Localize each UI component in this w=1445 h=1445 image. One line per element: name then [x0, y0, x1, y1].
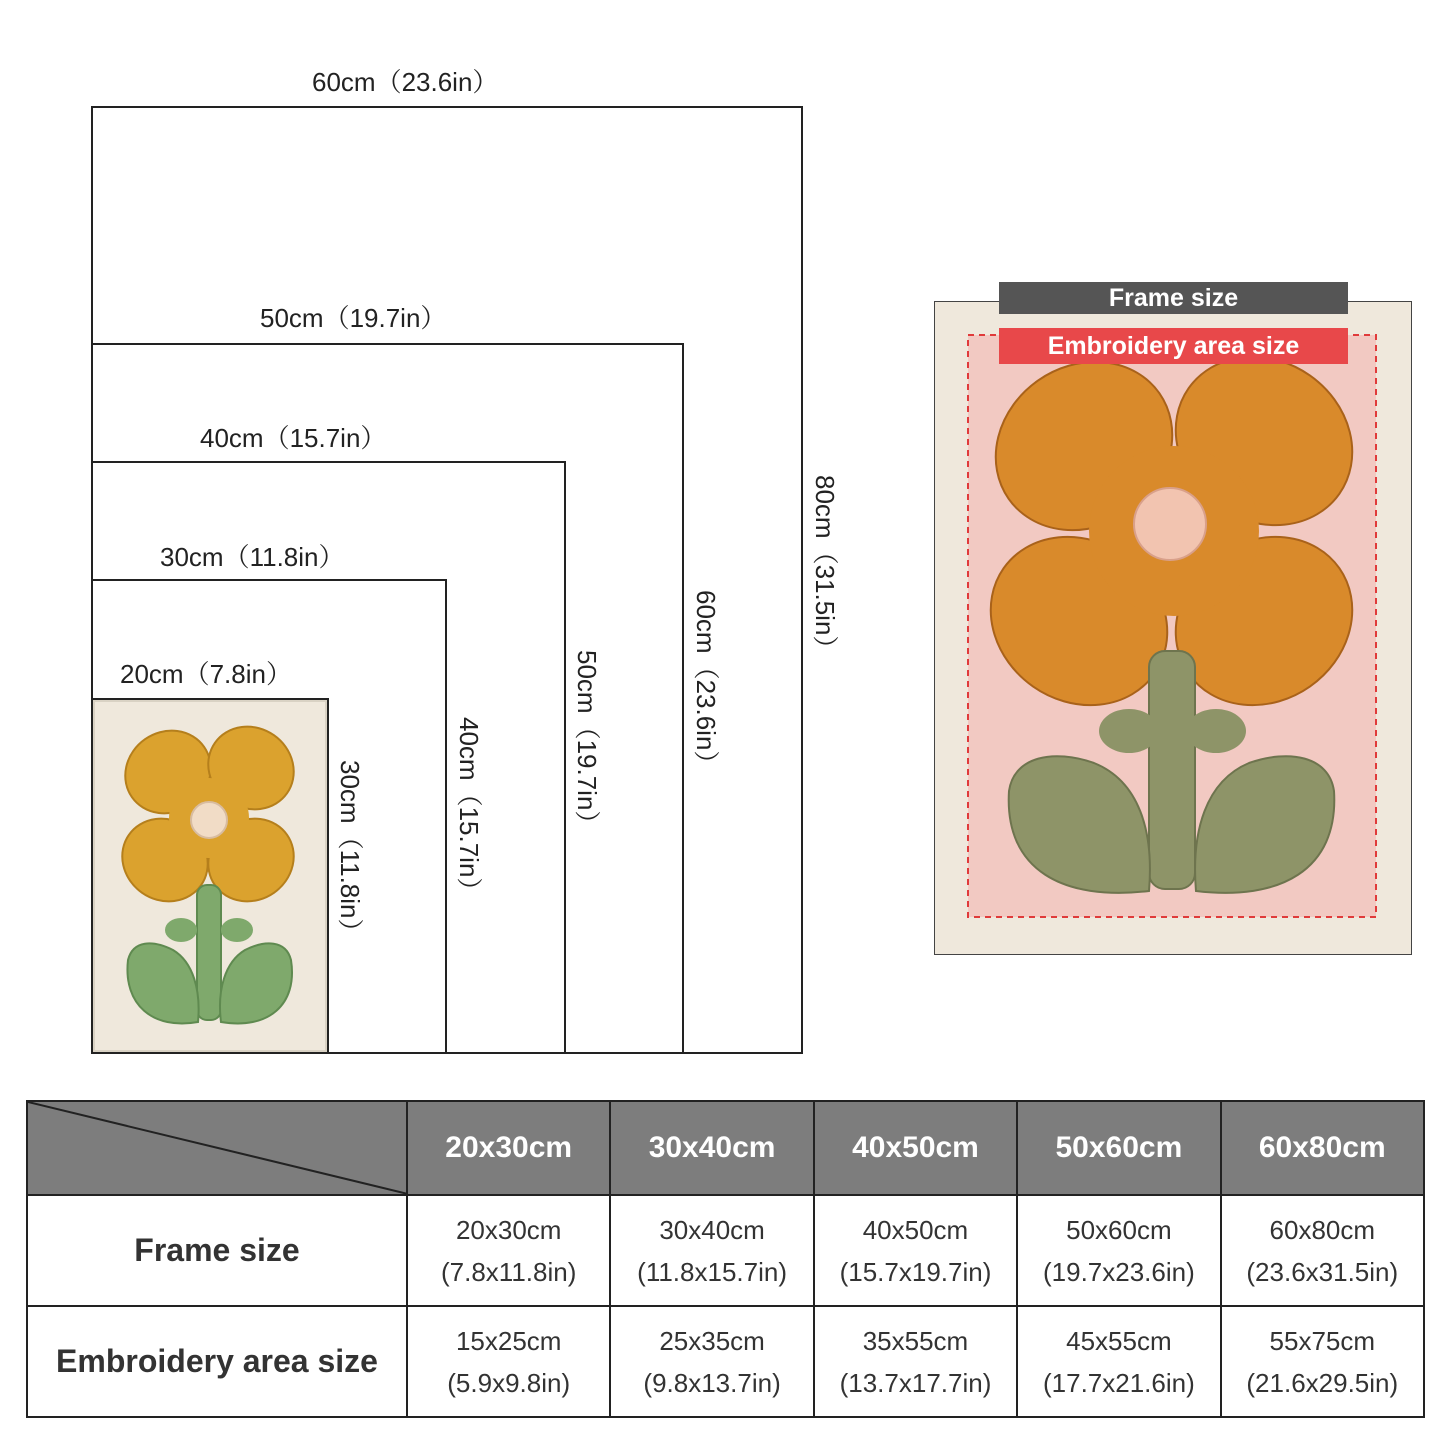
table-row-embroidery-area [27, 1306, 1424, 1417]
small-flower-embroidery-image [93, 700, 327, 1052]
table-cell: 40x50cm (15.7x19.7in) [814, 1195, 1017, 1306]
height-label-30: 30cm（11.8in） [335, 760, 365, 945]
frame-size-banner: Frame size [999, 282, 1348, 314]
table-column-header: 60x80cm [1221, 1101, 1424, 1195]
diagonal-divider [28, 1102, 408, 1194]
table-cell: 55x75cm (21.6x29.5in) [1221, 1306, 1424, 1417]
height-label-80: 80cm（31.5in） [810, 475, 840, 662]
table-cell: 60x80cm (23.6x31.5in) [1221, 1195, 1424, 1306]
width-label-40: 40cm（15.7in） [200, 423, 387, 453]
table-cell: 30x40cm (11.8x15.7in) [610, 1195, 813, 1306]
table-cell: 35x55cm (13.7x17.7in) [814, 1306, 1017, 1417]
large-flower-embroidery-image [934, 301, 1412, 955]
table-corner-cell [27, 1101, 407, 1195]
width-label-20: 20cm（7.8in） [120, 659, 292, 689]
table-column-header: 40x50cm [814, 1101, 1017, 1195]
height-label-60: 60cm（23.6in） [691, 590, 721, 777]
height-label-50: 50cm（19.7in） [572, 650, 602, 837]
height-label-40: 40cm（15.7in） [454, 717, 484, 904]
table-row-frame-size [27, 1195, 1424, 1306]
table-cell: 20x30cm (7.8x11.8in) [407, 1195, 610, 1306]
table-cell: 25x35cm (9.8x13.7in) [610, 1306, 813, 1417]
size-table [26, 1100, 1425, 1418]
table-cell: 15x25cm (5.9x9.8in) [407, 1306, 610, 1417]
table-column-header: 20x30cm [407, 1101, 610, 1195]
row-label-frame-size: Frame size [27, 1195, 407, 1306]
table-header-row [27, 1101, 1424, 1195]
table-column-header: 30x40cm [610, 1101, 813, 1195]
row-label-embroidery-area-size: Embroidery area size [27, 1306, 407, 1417]
width-label-60: 60cm（23.6in） [312, 67, 499, 97]
table-cell: 45x55cm (17.7x21.6in) [1017, 1306, 1220, 1417]
table-column-header: 50x60cm [1017, 1101, 1220, 1195]
width-label-30: 30cm（11.8in） [160, 542, 345, 572]
width-label-50: 50cm（19.7in） [260, 303, 447, 333]
table-cell: 50x60cm (19.7x23.6in) [1017, 1195, 1220, 1306]
embroidery-area-size-banner: Embroidery area size [999, 328, 1348, 364]
